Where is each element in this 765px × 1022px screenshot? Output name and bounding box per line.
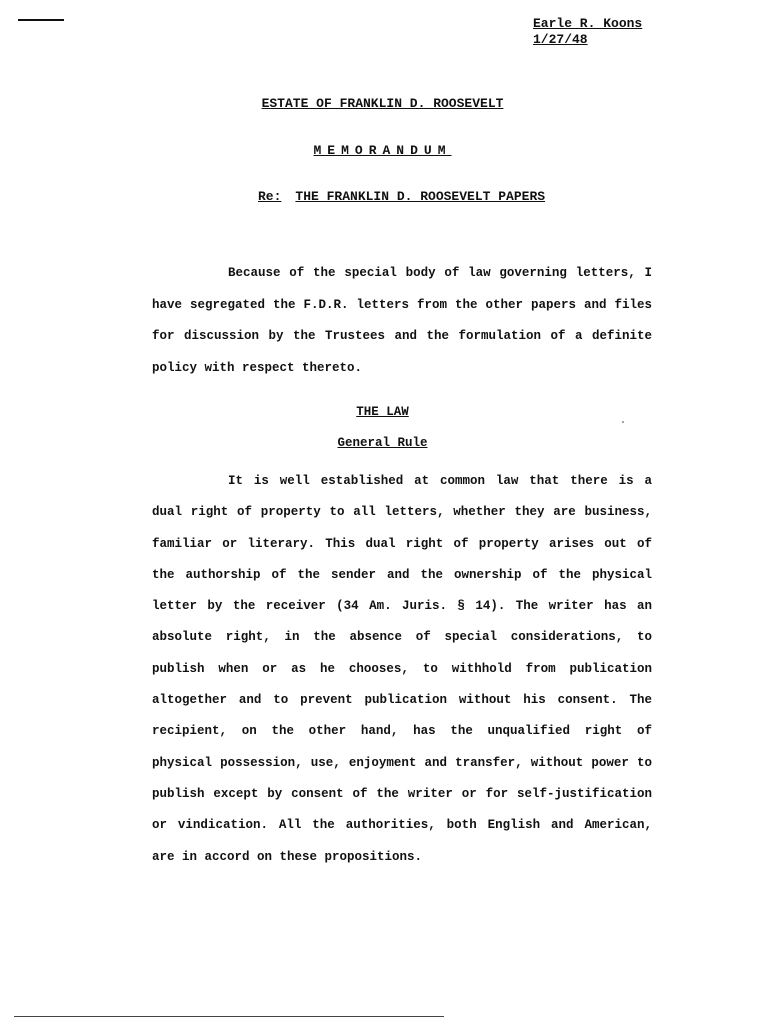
author-block xyxy=(533,16,642,48)
page-speck xyxy=(622,421,624,423)
re-label: Re: xyxy=(258,189,282,204)
memorandum-title: MEMORANDUM xyxy=(313,143,452,158)
memo-date: 1/27/48 xyxy=(533,32,588,47)
re-line xyxy=(258,189,545,204)
subsection-heading-general-rule: General Rule xyxy=(337,436,428,450)
bottom-rule xyxy=(14,1016,444,1017)
re-subject: THE FRANKLIN D. ROOSEVELT PAPERS xyxy=(295,189,546,204)
section-heading-the-law: THE LAW xyxy=(356,405,409,419)
general-rule-paragraph: It is well established at common law that there is a dual right of property to all letters, whether they are business, familiar or literary. This dual right of property arises out of the authorship of the sender and the ownership of the physical letter by the receiver (34 Am. Juris. § 14). The writer has an absolute right, in the absence of special considerations, to publish when or as he chooses, to withhold from publication altogether and to prevent publication without his consent. The recipient, on the other hand, has the unqualified right of physical possession, use, enjoyment and transfer, without power to publish except by consent of the writer or for self-justification or vindication. All the authorities, both English and American, are in accord on these propositions. xyxy=(152,474,652,864)
intro-paragraph: Because of the special body of law governing letters, I have segregated the F.D.R. letters from the other papers and files for discussion by the Trustees and the formulation of a definite policy with respect thereto. xyxy=(152,266,652,376)
corner-mark xyxy=(18,19,64,21)
estate-title: ESTATE OF FRANKLIN D. ROOSEVELT xyxy=(261,96,504,111)
author-name: Earle R. Koons xyxy=(533,16,643,31)
